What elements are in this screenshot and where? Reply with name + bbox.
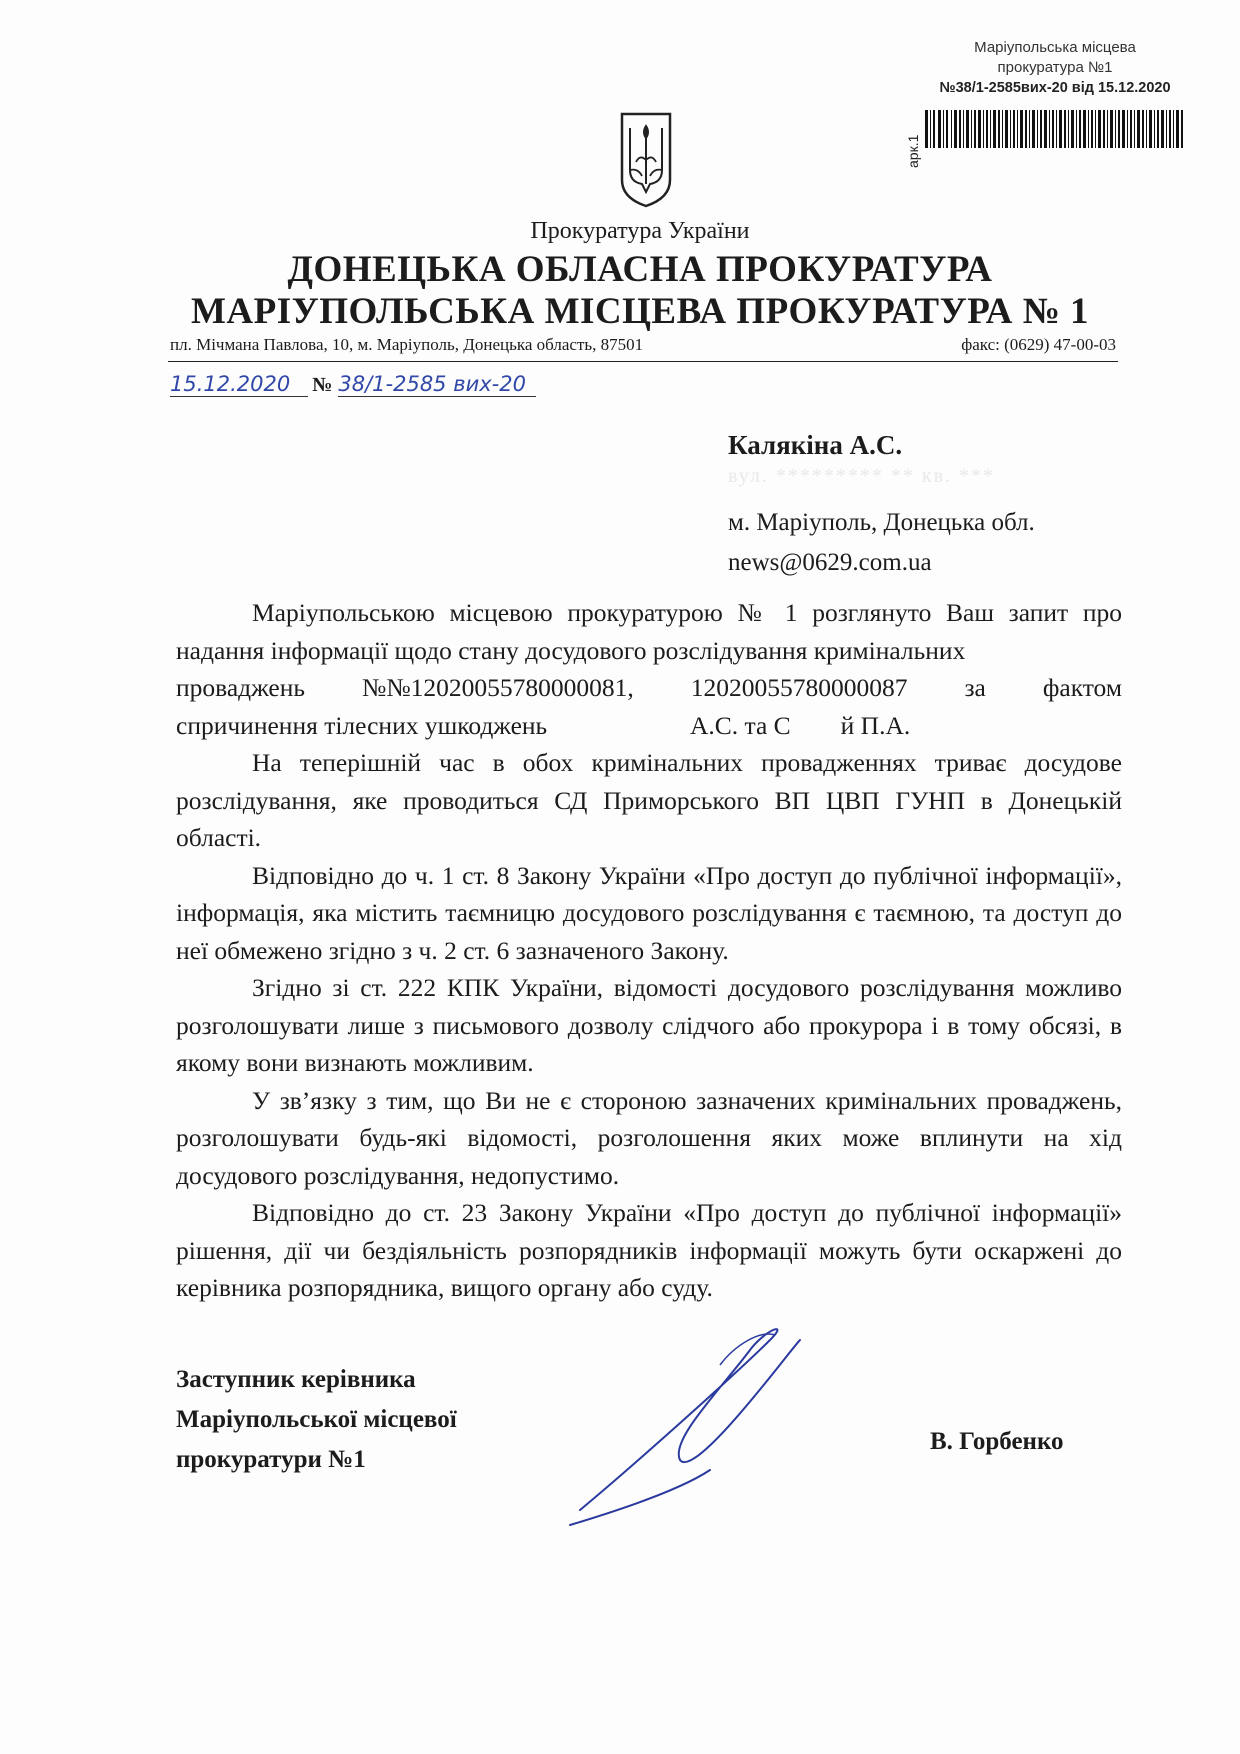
case-fact: фактом [1042, 673, 1122, 702]
paragraph-3: Відповідно до ч. 1 ст. 8 Закону України «Про доступ до публічної інформації», інформація, яка містить таємницю досудового розслідування є таємною, та доступ до неї обмежено згідно з ч. 2 ст. 6 зазначеного Закону. [176, 860, 1122, 965]
outgoing-date: 15.12.2020 [170, 372, 308, 397]
sheet-label: арк.1 [905, 134, 921, 168]
outgoing-number: 38/1-2585 вих-20 [338, 372, 536, 397]
case-number-2: 12020055780000087 [690, 673, 908, 702]
injury-text: спричинення тілесних ушкоджень [176, 710, 548, 740]
paragraph-2: На теперішній час в обох кримінальних провадженнях триває досудове розслідування, яке проводиться СД Приморського ВП ЦВП ГУНП в Донецькій області. [176, 748, 1122, 852]
case-number-1: №№12020055780000081, [362, 673, 634, 702]
trident-emblem-icon [618, 110, 674, 210]
paragraph-1 [176, 594, 1122, 669]
barcode-icon [925, 110, 1183, 148]
recipient-block [728, 425, 1035, 583]
redacted-surname-2 [791, 707, 841, 745]
agency-local: МАРІУПОЛЬСЬКА МІСЦЕВА ПРОКУРАТУРА № 1 [190, 291, 1090, 332]
stamp-org-line1: Маріупольська місцева [974, 39, 1136, 56]
letter-body [176, 594, 1122, 1307]
agency-fax: факс: (0629) 47-00-03 [961, 335, 1116, 354]
outgoing-reference [170, 372, 536, 397]
stamp-org-line2: прокуратура №1 [997, 59, 1113, 76]
signatory-title-line2: Маріупольської місцевої [176, 1406, 457, 1433]
signatory-name: В. Горбенко [930, 1428, 1064, 1455]
victim-initials-2: й П.А. [840, 710, 911, 740]
handwritten-signature-icon [560, 1310, 860, 1550]
case-victims-line [176, 707, 1122, 745]
victim-initials-1: А.С. та С [689, 710, 791, 740]
paragraph-1-text: Маріупольською місцевою прокуратурою № 1 розглянуто Ваш запит про надання інформації щодо стану досудового розслідування кримінальних [176, 598, 1122, 665]
signatory-title [176, 1360, 457, 1480]
case-prep: за [964, 673, 986, 702]
recipient-address-masked: вул. ********* ** кв. *** [728, 465, 996, 487]
redacted-surname-1 [554, 707, 684, 745]
recipient-city: м. Маріуполь, Донецька обл. [728, 509, 1035, 536]
case-word: проваджень [176, 673, 306, 702]
recipient-name: Калякіна А.С. [728, 430, 903, 460]
signatory-title-line1: Заступник керівника [176, 1366, 416, 1393]
agency-regional: ДОНЕЦЬКА ОБЛАСНА ПРОКУРАТУРА [287, 249, 993, 290]
outgoing-number-label: № [312, 374, 333, 396]
signatory-title-line3: прокуратури №1 [176, 1446, 366, 1473]
paragraph-5: У зв’язку з тим, що Ви не є стороною зазначених кримінальних проваджень, розголошувати будь-які відомості, розголошення яких може вплинути на хід досудового розслідування, недопустимо. [176, 1085, 1122, 1190]
agency-parent: Прокуратура України [530, 218, 750, 244]
agency-address: пл. Мічмана Павлова, 10, м. Маріуполь, Донецька область, 87501 [170, 335, 644, 354]
registration-stamp [915, 38, 1195, 96]
recipient-email: news@0629.com.ua [728, 549, 932, 576]
address-line [170, 335, 1116, 355]
case-numbers-line [176, 669, 1122, 707]
paragraph-6: Відповідно до ст. 23 Закону України «Про доступ до публічної інформації» рішення, дії чи бездіяльність розпорядників інформації можуть бути оскаржені до керівника розпорядника, вищого органу або суду. [176, 1198, 1122, 1302]
stamp-reg-number: №38/1-2585вих-20 від 15.12.2020 [939, 80, 1171, 96]
header-divider [168, 361, 1118, 362]
paragraph-4: Згідно зі ст. 222 КПК України, відомості досудового розслідування можливо розголошувати лише з письмового дозволу слідчого або прокурора і в тому обсязі, в якому вони визнають можливим. [176, 973, 1122, 1077]
